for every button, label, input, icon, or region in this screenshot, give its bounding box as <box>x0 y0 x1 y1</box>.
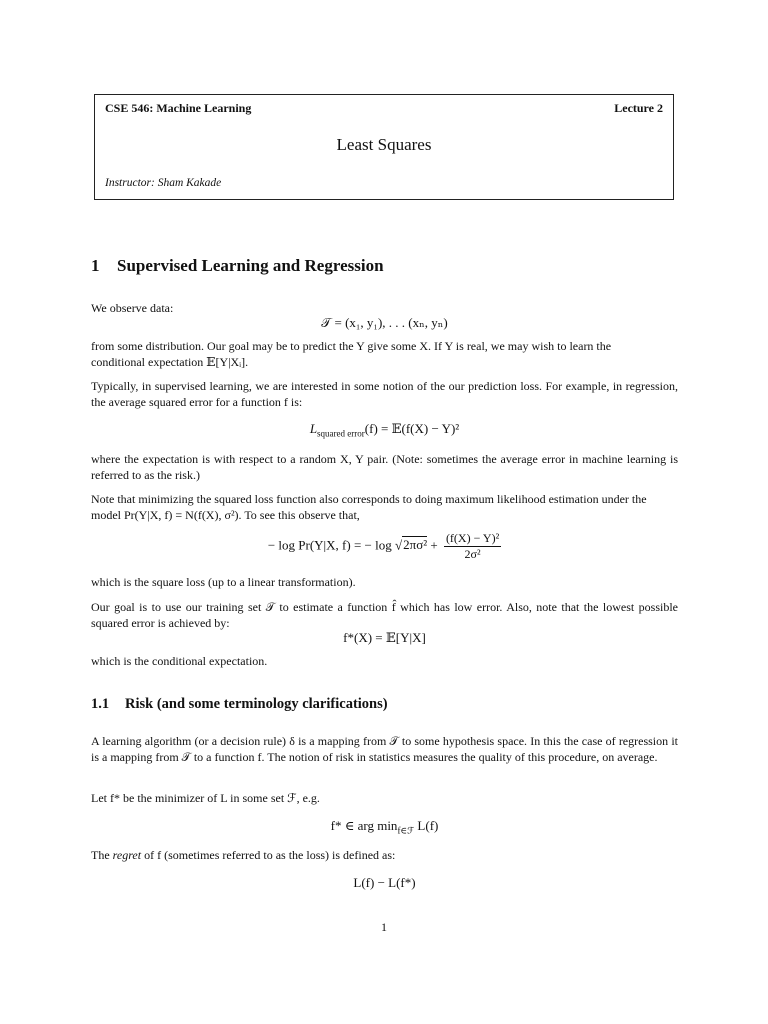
nll-plus: + <box>427 537 441 553</box>
section-1-heading <box>91 256 384 276</box>
paragraph-observe: We observe data: <box>91 301 174 315</box>
lecture-header-box <box>94 94 674 200</box>
loss-rhs: (f) = 𝔼(f(X) − Y)² <box>364 421 460 436</box>
argmin-pre: f* ∈ arg min <box>330 818 398 833</box>
paragraph-goal <box>91 338 678 370</box>
nll-fraction <box>444 531 501 562</box>
equation-argmin <box>91 818 678 837</box>
paragraph-mle-line1: Note that minimizing the squared loss function also corresponds to doing maximum likelihood estimation under the <box>91 492 647 506</box>
section-number: 1 <box>91 256 100 275</box>
lecture-title: Least Squares <box>336 135 432 154</box>
equation-conditional-expectation: f*(X) = 𝔼[Y|X] <box>343 630 426 645</box>
course-name: CSE 546: Machine Learning <box>105 101 252 115</box>
loss-subscript: squared error <box>317 428 365 439</box>
subsection-1-1-heading <box>91 696 388 713</box>
equation-squared-loss <box>91 421 678 439</box>
paragraph-typically: Typically, in supervised learning, we are interested in some notion of the our prediction loss. For example, in regression, the average squared error for a function f is: <box>91 379 678 409</box>
paragraph-goal-line2: conditional expectation 𝔼[Y|Xᵢ]. <box>91 355 249 369</box>
equation-regret: L(f) − L(f*) <box>353 875 416 890</box>
subsection-number: 1.1 <box>91 696 110 712</box>
nll-sqrt: 2πσ² <box>403 537 428 553</box>
equation-data: 𝒯 = (x₁, y₁), . . . (xₙ, yₙ) <box>321 315 448 330</box>
section-title: Supervised Learning and Regression <box>117 256 384 275</box>
paragraph-mle-line2: model Pr(Y|X, f) = N(f(X), σ²). To see this observe that, <box>91 508 360 522</box>
paragraph-minimizer: Let f* be the minimizer of L in some set ℱ, e.g. <box>91 791 320 805</box>
argmin-post: L(f) <box>414 818 439 833</box>
nll-numerator: (f(X) − Y)² <box>445 531 500 545</box>
argmin-sub: f∈ℱ <box>397 825 415 836</box>
regret-post: of f (sometimes referred to as the loss) is defined as: <box>141 848 396 862</box>
lecture-number: Lecture 2 <box>614 101 663 115</box>
regret-term: regret <box>112 848 142 862</box>
paragraph-mle <box>91 491 678 523</box>
paragraph-expectation: where the expectation is with respect to a random X, Y pair. (Note: sometimes the average error in machine learning is referred to as the risk.) <box>91 452 678 482</box>
nll-lhs: − log Pr(Y|X, f) = − log <box>267 537 395 553</box>
paragraph-learning-algorithm: A learning algorithm (or a decision rule) δ is a mapping from 𝒯 to some hypothesis space. In this the case of regression it is a mapping from 𝒯 to a function f. The notion of risk in statistics measures the quality of this procedure, on average. <box>91 734 678 764</box>
equation-neg-log-likelihood: − log Pr(Y|X, f) = − log √2πσ² + $\frac{\text{(f(X) − Y)²}}{\text{2σ²}}$ <box>267 531 500 561</box>
paragraph-training-set: Our goal is to use our training set 𝒯 to estimate a function f̂ which has low error. Also, note that the lowest possible squared error is achieved by: <box>91 600 678 630</box>
subsection-title: Risk (and some terminology clarifications) <box>125 696 388 712</box>
paragraph-goal-line1: from some distribution. Our goal may be to predict the Y give some X. If Y is real, we may wish to learn the <box>91 339 612 353</box>
paragraph-square-loss: which is the square loss (up to a linear transformation). <box>91 575 356 589</box>
regret-pre: The <box>91 848 113 862</box>
nll-denominator: 2σ² <box>464 547 481 561</box>
page-number: 1 <box>381 920 387 934</box>
instructor: Instructor: Sham Kakade <box>105 177 222 189</box>
paragraph-conditional: which is the conditional expectation. <box>91 654 268 668</box>
paragraph-regret <box>91 847 678 863</box>
loss-symbol: L <box>309 421 318 436</box>
